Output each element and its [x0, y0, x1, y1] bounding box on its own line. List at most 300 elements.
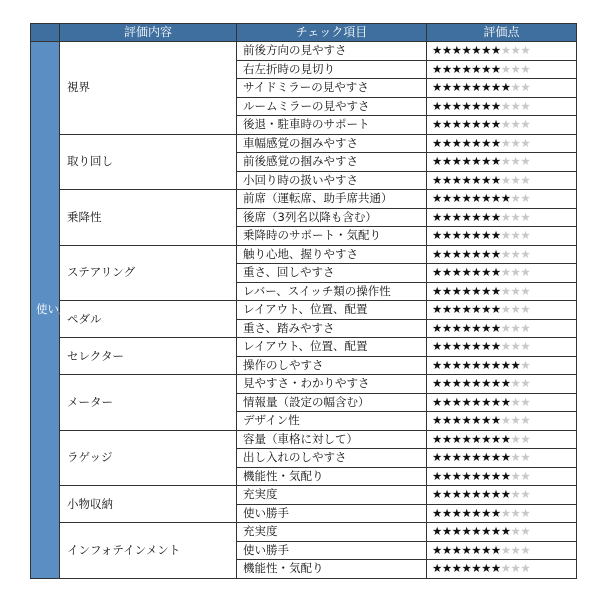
star-filled-icon: ★ [432, 283, 442, 298]
star-filled-icon: ★ [451, 80, 462, 95]
star-filled-icon: ★ [441, 265, 452, 280]
star-empty-icon: ★ [520, 191, 531, 206]
star-filled-icon: ★ [500, 357, 511, 372]
star-filled-icon: ★ [490, 228, 501, 243]
star-filled-icon: ★ [471, 394, 482, 409]
check-item-cell: 充実度 [237, 486, 427, 505]
star-filled-icon: ★ [441, 43, 452, 58]
star-filled-icon: ★ [461, 172, 472, 187]
star-filled-icon: ★ [461, 117, 472, 132]
check-item-cell: 容量（車格に対して） [237, 430, 427, 449]
star-filled-icon: ★ [451, 357, 462, 372]
check-item-cell: レバー、スイッチ類の操作性 [237, 282, 427, 301]
check-item-cell: 右左折時の見切り [237, 60, 427, 79]
star-filled-icon: ★ [461, 209, 472, 224]
star-empty-icon: ★ [520, 376, 531, 391]
star-filled-icon: ★ [441, 117, 452, 132]
star-filled-icon: ★ [481, 265, 491, 280]
header-evaluation-content: 評価内容 [60, 24, 237, 42]
check-item-cell: 機能性・気配り [237, 560, 427, 579]
star-empty-icon: ★ [520, 80, 531, 95]
star-filled-icon: ★ [451, 542, 462, 557]
star-filled-icon: ★ [471, 43, 482, 58]
star-filled-icon: ★ [451, 265, 462, 280]
star-filled-icon: ★ [481, 61, 491, 76]
star-empty-icon: ★ [510, 413, 521, 428]
star-filled-icon: ★ [451, 43, 462, 58]
table-row [31, 42, 577, 61]
check-item-cell: 前後感覚の掴みやすさ [237, 153, 427, 172]
star-filled-icon: ★ [481, 320, 491, 335]
star-filled-icon: ★ [432, 228, 442, 243]
star-filled-icon: ★ [432, 191, 442, 206]
star-filled-icon: ★ [490, 98, 501, 113]
star-empty-icon: ★ [520, 172, 531, 187]
check-item-cell: レイアウト、位置、配置 [237, 301, 427, 320]
check-item-cell: 情報量（設定の幅含む） [237, 393, 427, 412]
star-filled-icon: ★ [481, 487, 491, 502]
check-item-cell: 触り心地、握りやすさ [237, 245, 427, 264]
star-empty-icon: ★ [510, 135, 521, 150]
star-filled-icon: ★ [481, 413, 491, 428]
star-filled-icon: ★ [432, 431, 442, 446]
star-filled-icon: ★ [432, 357, 442, 372]
star-filled-icon: ★ [490, 320, 501, 335]
star-empty-icon: ★ [520, 43, 531, 58]
rating-stars-cell [427, 97, 577, 116]
star-filled-icon: ★ [500, 450, 511, 465]
star-filled-icon: ★ [441, 505, 452, 520]
table-header [31, 24, 577, 42]
table-row [31, 245, 577, 264]
star-filled-icon: ★ [451, 135, 462, 150]
star-filled-icon: ★ [461, 283, 472, 298]
star-filled-icon: ★ [471, 61, 482, 76]
star-filled-icon: ★ [490, 43, 501, 58]
rating-stars-cell [427, 264, 577, 283]
star-filled-icon: ★ [471, 117, 482, 132]
star-filled-icon: ★ [451, 561, 462, 576]
star-filled-icon: ★ [432, 117, 442, 132]
rating-table [30, 23, 577, 579]
star-filled-icon: ★ [441, 302, 452, 317]
star-filled-icon: ★ [451, 524, 462, 539]
star-empty-icon: ★ [500, 283, 511, 298]
star-filled-icon: ★ [481, 43, 491, 58]
star-filled-icon: ★ [432, 339, 442, 354]
check-item-cell: レイアウト、位置、配置 [237, 338, 427, 357]
star-filled-icon: ★ [481, 283, 491, 298]
star-filled-icon: ★ [471, 542, 482, 557]
star-empty-icon: ★ [520, 487, 531, 502]
star-filled-icon: ★ [490, 117, 501, 132]
star-empty-icon: ★ [510, 561, 521, 576]
category-cell: 取り回し [60, 134, 237, 190]
star-empty-icon: ★ [500, 542, 511, 557]
rating-stars-cell [427, 153, 577, 172]
table-row [31, 301, 577, 320]
star-filled-icon: ★ [481, 561, 491, 576]
star-filled-icon: ★ [481, 542, 491, 557]
star-filled-icon: ★ [441, 487, 452, 502]
group-label: 使い勝手 [36, 302, 82, 317]
star-filled-icon: ★ [490, 209, 501, 224]
star-filled-icon: ★ [481, 117, 491, 132]
star-empty-icon: ★ [510, 265, 521, 280]
star-empty-icon: ★ [510, 228, 521, 243]
star-filled-icon: ★ [441, 561, 452, 576]
star-filled-icon: ★ [481, 209, 491, 224]
star-filled-icon: ★ [490, 283, 501, 298]
star-filled-icon: ★ [471, 468, 482, 483]
star-filled-icon: ★ [461, 246, 472, 261]
star-filled-icon: ★ [432, 61, 442, 76]
rating-stars-cell [427, 301, 577, 320]
star-filled-icon: ★ [432, 468, 442, 483]
table-row [31, 430, 577, 449]
star-filled-icon: ★ [471, 376, 482, 391]
star-empty-icon: ★ [510, 172, 521, 187]
star-filled-icon: ★ [451, 154, 462, 169]
star-filled-icon: ★ [471, 154, 482, 169]
star-filled-icon: ★ [481, 450, 491, 465]
star-filled-icon: ★ [471, 191, 482, 206]
star-filled-icon: ★ [510, 357, 521, 372]
star-filled-icon: ★ [490, 505, 501, 520]
rating-stars-cell [427, 79, 577, 98]
category-cell: 小物収納 [60, 486, 237, 523]
check-item-cell: 前席（運転席、助手席共通） [237, 190, 427, 209]
star-filled-icon: ★ [461, 505, 472, 520]
star-filled-icon: ★ [481, 524, 491, 539]
star-filled-icon: ★ [461, 524, 472, 539]
star-filled-icon: ★ [461, 135, 472, 150]
star-empty-icon: ★ [500, 154, 511, 169]
star-filled-icon: ★ [471, 450, 482, 465]
star-empty-icon: ★ [500, 61, 511, 76]
table-row [31, 523, 577, 542]
star-empty-icon: ★ [520, 209, 531, 224]
star-filled-icon: ★ [490, 135, 501, 150]
check-item-cell: 乗降時のサポート・気配り [237, 227, 427, 246]
star-filled-icon: ★ [432, 172, 442, 187]
star-filled-icon: ★ [441, 431, 452, 446]
star-filled-icon: ★ [432, 209, 442, 224]
star-empty-icon: ★ [510, 98, 521, 113]
rating-stars-cell [427, 449, 577, 468]
category-cell: インフォテインメント [60, 523, 237, 579]
star-filled-icon: ★ [471, 320, 482, 335]
category-cell: ステアリング [60, 245, 237, 301]
star-filled-icon: ★ [441, 80, 452, 95]
star-filled-icon: ★ [461, 61, 472, 76]
star-filled-icon: ★ [441, 394, 452, 409]
star-filled-icon: ★ [490, 80, 501, 95]
star-empty-icon: ★ [520, 98, 531, 113]
star-filled-icon: ★ [451, 320, 462, 335]
star-filled-icon: ★ [441, 468, 452, 483]
star-filled-icon: ★ [441, 172, 452, 187]
star-filled-icon: ★ [461, 339, 472, 354]
star-empty-icon: ★ [500, 265, 511, 280]
star-filled-icon: ★ [451, 505, 462, 520]
rating-stars-cell [427, 430, 577, 449]
star-empty-icon: ★ [520, 413, 531, 428]
star-filled-icon: ★ [471, 172, 482, 187]
star-empty-icon: ★ [510, 505, 521, 520]
star-filled-icon: ★ [490, 542, 501, 557]
star-filled-icon: ★ [451, 487, 462, 502]
star-empty-icon: ★ [510, 376, 521, 391]
star-filled-icon: ★ [441, 61, 452, 76]
star-filled-icon: ★ [490, 468, 501, 483]
star-filled-icon: ★ [432, 524, 442, 539]
star-empty-icon: ★ [510, 283, 521, 298]
star-filled-icon: ★ [461, 413, 472, 428]
star-filled-icon: ★ [451, 450, 462, 465]
star-filled-icon: ★ [461, 320, 472, 335]
rating-stars-cell [427, 504, 577, 523]
star-filled-icon: ★ [471, 209, 482, 224]
star-empty-icon: ★ [510, 43, 521, 58]
category-cell: 乗降性 [60, 190, 237, 246]
check-item-cell: 後席（3列名以降も含む） [237, 208, 427, 227]
rating-stars-cell [427, 560, 577, 579]
star-filled-icon: ★ [461, 357, 472, 372]
star-filled-icon: ★ [471, 413, 482, 428]
star-empty-icon: ★ [500, 117, 511, 132]
star-filled-icon: ★ [490, 154, 501, 169]
star-empty-icon: ★ [500, 320, 511, 335]
check-item-cell: 重さ、踏みやすさ [237, 319, 427, 338]
table-body [31, 42, 577, 579]
rating-stars-cell [427, 282, 577, 301]
star-empty-icon: ★ [520, 135, 531, 150]
check-item-cell: 機能性・気配り [237, 467, 427, 486]
check-item-cell: 車幅感覚の掴みやすさ [237, 134, 427, 153]
rating-stars-cell [427, 356, 577, 375]
check-item-cell: 見やすさ・わかりやすさ [237, 375, 427, 394]
rating-stars-cell [427, 541, 577, 560]
star-filled-icon: ★ [461, 265, 472, 280]
star-empty-icon: ★ [520, 154, 531, 169]
star-filled-icon: ★ [500, 394, 511, 409]
star-empty-icon: ★ [510, 394, 521, 409]
rating-stars-cell [427, 412, 577, 431]
star-empty-icon: ★ [520, 246, 531, 261]
star-filled-icon: ★ [461, 487, 472, 502]
star-empty-icon: ★ [520, 468, 531, 483]
star-filled-icon: ★ [451, 172, 462, 187]
rating-stars-cell [427, 486, 577, 505]
star-empty-icon: ★ [520, 320, 531, 335]
star-filled-icon: ★ [432, 542, 442, 557]
star-empty-icon: ★ [520, 61, 531, 76]
star-filled-icon: ★ [432, 98, 442, 113]
star-filled-icon: ★ [441, 154, 452, 169]
star-filled-icon: ★ [500, 524, 511, 539]
star-filled-icon: ★ [471, 561, 482, 576]
rating-stars-cell [427, 467, 577, 486]
star-empty-icon: ★ [520, 265, 531, 280]
star-empty-icon: ★ [500, 246, 511, 261]
star-filled-icon: ★ [471, 487, 482, 502]
star-filled-icon: ★ [481, 394, 491, 409]
star-empty-icon: ★ [510, 468, 521, 483]
star-filled-icon: ★ [441, 98, 452, 113]
star-empty-icon: ★ [520, 339, 531, 354]
star-filled-icon: ★ [471, 246, 482, 261]
star-filled-icon: ★ [481, 98, 491, 113]
check-item-cell: デザイン性 [237, 412, 427, 431]
star-filled-icon: ★ [490, 376, 501, 391]
star-filled-icon: ★ [481, 135, 491, 150]
star-filled-icon: ★ [461, 43, 472, 58]
star-empty-icon: ★ [520, 561, 531, 576]
star-filled-icon: ★ [481, 468, 491, 483]
check-item-cell: 使い勝手 [237, 541, 427, 560]
star-filled-icon: ★ [441, 191, 452, 206]
star-filled-icon: ★ [441, 450, 452, 465]
star-filled-icon: ★ [451, 302, 462, 317]
check-item-cell: 充実度 [237, 523, 427, 542]
star-filled-icon: ★ [461, 376, 472, 391]
star-empty-icon: ★ [510, 542, 521, 557]
star-empty-icon: ★ [520, 117, 531, 132]
star-filled-icon: ★ [490, 191, 501, 206]
header-row [31, 24, 577, 42]
star-filled-icon: ★ [471, 302, 482, 317]
star-empty-icon: ★ [500, 505, 511, 520]
star-filled-icon: ★ [461, 394, 472, 409]
star-empty-icon: ★ [510, 246, 521, 261]
star-empty-icon: ★ [500, 135, 511, 150]
star-filled-icon: ★ [441, 320, 452, 335]
star-empty-icon: ★ [520, 450, 531, 465]
category-cell: ラゲッジ [60, 430, 237, 486]
table-row [31, 375, 577, 394]
star-filled-icon: ★ [471, 339, 482, 354]
star-filled-icon: ★ [481, 302, 491, 317]
table-row [31, 134, 577, 153]
rating-stars-cell [427, 227, 577, 246]
star-empty-icon: ★ [500, 339, 511, 354]
star-empty-icon: ★ [510, 302, 521, 317]
star-filled-icon: ★ [441, 413, 452, 428]
star-empty-icon: ★ [500, 98, 511, 113]
rating-stars-cell [427, 171, 577, 190]
check-item-cell: 出し入れのしやすさ [237, 449, 427, 468]
star-filled-icon: ★ [451, 246, 462, 261]
star-empty-icon: ★ [520, 505, 531, 520]
star-filled-icon: ★ [451, 394, 462, 409]
category-cell: メーター [60, 375, 237, 431]
star-filled-icon: ★ [441, 228, 452, 243]
star-filled-icon: ★ [432, 135, 442, 150]
star-empty-icon: ★ [500, 228, 511, 243]
star-filled-icon: ★ [432, 450, 442, 465]
star-filled-icon: ★ [500, 487, 511, 502]
check-item-cell: ルームミラーの見やすさ [237, 97, 427, 116]
star-filled-icon: ★ [490, 394, 501, 409]
star-empty-icon: ★ [500, 172, 511, 187]
star-empty-icon: ★ [510, 487, 521, 502]
star-filled-icon: ★ [441, 376, 452, 391]
star-filled-icon: ★ [461, 561, 472, 576]
table-row [31, 486, 577, 505]
star-filled-icon: ★ [481, 154, 491, 169]
star-empty-icon: ★ [510, 209, 521, 224]
star-filled-icon: ★ [481, 172, 491, 187]
check-item-cell: 使い勝手 [237, 504, 427, 523]
star-filled-icon: ★ [441, 135, 452, 150]
star-empty-icon: ★ [510, 320, 521, 335]
rating-stars-cell [427, 375, 577, 394]
star-filled-icon: ★ [490, 431, 501, 446]
star-filled-icon: ★ [490, 339, 501, 354]
star-filled-icon: ★ [490, 487, 501, 502]
star-filled-icon: ★ [441, 357, 452, 372]
star-filled-icon: ★ [432, 80, 442, 95]
header-rating: 評価点 [427, 24, 577, 42]
star-filled-icon: ★ [441, 246, 452, 261]
star-filled-icon: ★ [461, 450, 472, 465]
star-empty-icon: ★ [510, 339, 521, 354]
star-filled-icon: ★ [471, 283, 482, 298]
star-filled-icon: ★ [471, 228, 482, 243]
star-filled-icon: ★ [500, 431, 511, 446]
star-filled-icon: ★ [471, 135, 482, 150]
rating-stars-cell [427, 338, 577, 357]
star-empty-icon: ★ [520, 542, 531, 557]
star-filled-icon: ★ [451, 413, 462, 428]
star-filled-icon: ★ [481, 246, 491, 261]
star-filled-icon: ★ [451, 431, 462, 446]
star-empty-icon: ★ [500, 209, 511, 224]
star-filled-icon: ★ [490, 524, 501, 539]
star-filled-icon: ★ [441, 209, 452, 224]
star-empty-icon: ★ [500, 561, 511, 576]
star-filled-icon: ★ [432, 487, 442, 502]
star-filled-icon: ★ [471, 505, 482, 520]
star-empty-icon: ★ [520, 357, 531, 372]
star-filled-icon: ★ [461, 191, 472, 206]
star-filled-icon: ★ [500, 80, 511, 95]
star-filled-icon: ★ [451, 98, 462, 113]
rating-stars-cell [427, 208, 577, 227]
star-filled-icon: ★ [471, 357, 482, 372]
star-empty-icon: ★ [520, 302, 531, 317]
star-empty-icon: ★ [520, 394, 531, 409]
star-filled-icon: ★ [490, 172, 501, 187]
star-empty-icon: ★ [510, 117, 521, 132]
rating-stars-cell [427, 523, 577, 542]
star-filled-icon: ★ [432, 246, 442, 261]
star-filled-icon: ★ [461, 468, 472, 483]
star-empty-icon: ★ [510, 154, 521, 169]
star-filled-icon: ★ [461, 228, 472, 243]
star-filled-icon: ★ [471, 80, 482, 95]
category-cell: 視界 [60, 42, 237, 135]
star-filled-icon: ★ [481, 505, 491, 520]
star-filled-icon: ★ [451, 283, 462, 298]
star-filled-icon: ★ [461, 302, 472, 317]
star-empty-icon: ★ [500, 43, 511, 58]
check-item-cell: サイドミラーの見やすさ [237, 79, 427, 98]
star-filled-icon: ★ [432, 561, 442, 576]
star-filled-icon: ★ [490, 61, 501, 76]
star-filled-icon: ★ [490, 302, 501, 317]
